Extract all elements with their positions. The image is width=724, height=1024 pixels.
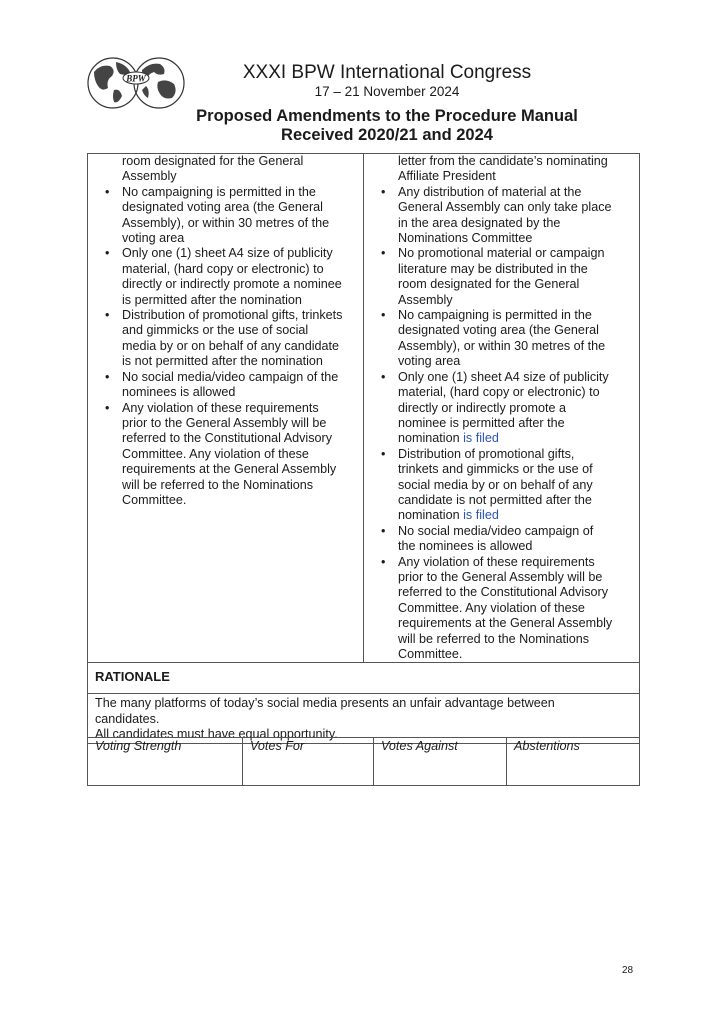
text-line: Assembly	[122, 169, 177, 184]
text-line: is not permitted after the nomination	[122, 354, 323, 369]
text-line: nomination is filed	[398, 431, 499, 446]
left-bullet-list	[88, 154, 363, 508]
rationale-line: The many platforms of today’s social media presents an unfair advantage between	[95, 696, 555, 711]
text-line: room designated for the General	[122, 154, 304, 168]
text-line: in the area designated by the	[398, 215, 561, 230]
text-line: Only one (1) sheet A4 size of publicity	[398, 369, 609, 384]
bullet-icon: •	[105, 184, 110, 199]
text-line: literature may be distributed in the	[398, 261, 588, 276]
rationale-text	[88, 694, 640, 743]
text-line: referred to the Constitutional Advisory	[398, 585, 609, 600]
bullet-item	[88, 401, 363, 509]
logo-text: BPW	[126, 73, 146, 84]
text-line: Any violation of these requirements	[398, 554, 595, 569]
text-line: candidate is not permitted after the	[398, 492, 592, 507]
right-bullet-list	[364, 154, 639, 662]
text-line: and gimmicks or the use of social	[122, 323, 309, 338]
bpw-globe-logo	[86, 56, 186, 110]
text-line: requirements at the General Assembly	[398, 616, 613, 631]
bullet-item	[364, 246, 639, 308]
text-line: General Assembly can only take place	[398, 200, 612, 215]
text-line: nominee is permitted after the	[398, 415, 565, 430]
text-line: Committee.	[122, 492, 187, 507]
text-line: directly or indirectly promote a nominee	[122, 277, 342, 292]
text-line: No promotional material or campaign	[398, 246, 605, 261]
votes-row	[88, 738, 640, 786]
text-line: Any violation of these requirements	[122, 400, 319, 415]
text-line: media by or on behalf of any candidate	[122, 338, 340, 353]
rationale-heading: RATIONALE	[88, 663, 640, 694]
bullet-item	[364, 370, 639, 447]
bullet-item	[364, 447, 639, 524]
text-line: Assembly), or within 30 metres of the	[122, 215, 330, 230]
text-line: Affiliate President	[398, 169, 496, 184]
inserted-text: is filed	[463, 508, 499, 523]
votes-against-cell: Votes Against	[374, 738, 507, 786]
text-line: Distribution of promotional gifts,	[398, 446, 575, 461]
rationale-body-row	[88, 694, 640, 743]
bullet-item	[364, 308, 639, 370]
continuation-text	[88, 154, 363, 185]
rationale-line: candidates.	[95, 711, 160, 726]
text-line: Assembly	[398, 292, 453, 307]
text-line: prior to the General Assembly will be	[398, 569, 603, 584]
bullet-item	[88, 370, 363, 401]
text-line: will be referred to the Nominations	[398, 631, 590, 646]
text-line: the nominees is allowed	[398, 539, 533, 554]
text-line: No social media/video campaign of the	[122, 369, 339, 384]
bullet-item	[88, 185, 363, 247]
bullet-item	[364, 185, 639, 247]
text-line: Committee. Any violation of these	[398, 600, 585, 615]
text-line: referred to the Constitutional Advisory	[122, 431, 333, 446]
voting-strength-cell: Voting Strength	[88, 738, 243, 786]
document-received: Received 2020/21 and 2024	[281, 126, 493, 144]
bullet-icon: •	[105, 308, 110, 323]
votes-table	[87, 737, 640, 786]
amendment-table	[87, 153, 640, 744]
text-line: nomination is filed	[398, 508, 499, 523]
bullet-icon: •	[381, 554, 386, 569]
text-line: trinkets and gimmicks or the use of	[398, 462, 593, 477]
votes-for-cell: Votes For	[243, 738, 374, 786]
comparison-row	[88, 154, 640, 663]
text-line: designated voting area (the General	[122, 200, 323, 215]
text-line: room designated for the General	[398, 277, 580, 292]
text-line: No campaigning is permitted in the	[398, 308, 592, 323]
text-line: Only one (1) sheet A4 size of publicity	[122, 246, 333, 261]
congress-title: XXXI BPW International Congress	[242, 62, 532, 83]
text-line: material, (hard copy or electronic) to	[122, 261, 324, 276]
continuation-text	[364, 154, 639, 185]
bullet-item	[364, 555, 639, 663]
rationale-line: All candidates must have equal opportunity.	[95, 727, 338, 742]
congress-dates: 17 – 21 November 2024	[314, 84, 460, 99]
text-line: No social media/video campaign of	[398, 523, 594, 538]
bullet-icon: •	[381, 246, 386, 261]
text-line: designated voting area (the General	[398, 323, 599, 338]
bullet-item	[88, 246, 363, 308]
text-line: Distribution of promotional gifts, trinkets	[122, 308, 343, 323]
page-number: 28	[622, 965, 634, 976]
text-line: requirements at the General Assembly	[122, 462, 337, 477]
abstentions-cell: Abstentions	[507, 738, 640, 786]
text-line: directly or indirectly promote a	[398, 400, 566, 415]
text-line: voting area	[122, 231, 185, 246]
document-subtitle: Proposed Amendments to the Procedure Manual	[196, 107, 578, 125]
bullet-item	[364, 524, 639, 555]
text-line: Any distribution of material at the	[398, 184, 582, 199]
bullet-icon: •	[381, 369, 386, 384]
bullet-icon: •	[105, 246, 110, 261]
bullet-icon: •	[381, 523, 386, 538]
rationale-header-row	[88, 663, 640, 694]
inserted-text: is filed	[463, 431, 499, 446]
text-line: Assembly), or within 30 metres of the	[398, 338, 606, 353]
text-line: voting area	[398, 354, 461, 369]
text-line: Committee.	[398, 647, 463, 661]
text-line: social media by or on behalf of any	[398, 477, 593, 492]
bullet-icon: •	[105, 369, 110, 384]
bullet-item	[88, 308, 363, 370]
text-line: is permitted after the nomination	[122, 292, 302, 307]
text-line: material, (hard copy or electronic) to	[398, 385, 600, 400]
text-line: Nominations Committee	[398, 231, 533, 246]
bullet-icon: •	[381, 184, 386, 199]
bullet-icon: •	[381, 308, 386, 323]
text-line: prior to the General Assembly will be	[122, 415, 327, 430]
text-line: will be referred to the Nominations	[122, 477, 314, 492]
proposed-text-column	[364, 154, 640, 663]
bullet-icon: •	[381, 446, 386, 461]
bullet-icon: •	[105, 400, 110, 415]
text-line: letter from the candidate’s nominating	[398, 154, 608, 168]
current-text-column	[88, 154, 364, 663]
text-line: nominees is allowed	[122, 385, 236, 400]
text-line: Committee. Any violation of these	[122, 446, 309, 461]
text-line: No campaigning is permitted in the	[122, 184, 316, 199]
